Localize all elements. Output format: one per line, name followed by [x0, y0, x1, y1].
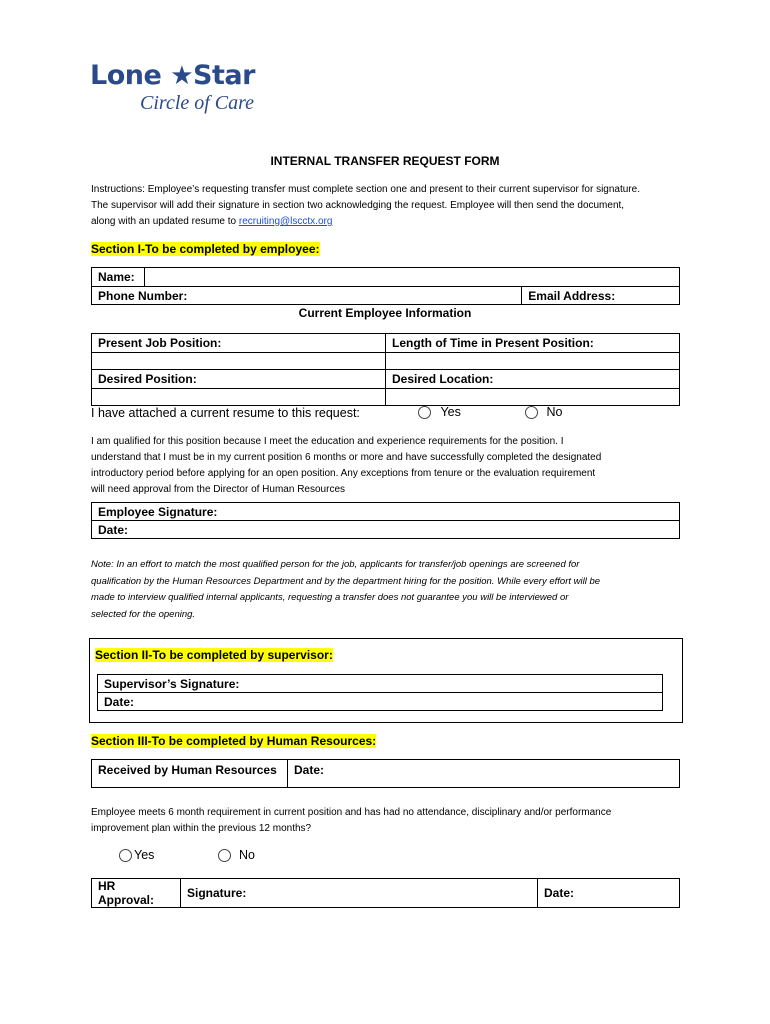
position-table — [91, 333, 680, 406]
section-1-heading-text: Section I-To be completed by employee: — [91, 242, 320, 256]
resume-question: I have attached a current resume to this request: — [91, 406, 360, 420]
form-title: INTERNAL TRANSFER REQUEST FORM — [270, 154, 500, 168]
instructions-line-1: Instructions: Employee’s requesting transfer must complete section one and present to their current supervisor for signature. — [91, 184, 640, 195]
hr-received-date-label: Date: — [294, 763, 325, 777]
section-3-heading-text: Section III-To be completed by Human Resources: — [91, 734, 377, 748]
hr-approval-date-label: Date: — [544, 886, 575, 900]
hr-approval-date-field[interactable] — [538, 879, 680, 908]
length-time-label: Length of Time in Present Position: — [386, 334, 680, 353]
star-icon: ★ — [170, 61, 194, 91]
qualification-line-1: I am qualified for this position because I meet the education and experience requirements for the position. I — [91, 436, 564, 447]
section-2-heading-text: Section II-To be completed by supervisor: — [95, 648, 333, 662]
employee-date-field[interactable] — [92, 521, 680, 539]
qualification-line-4: will need approval from the Director of Human Resources — [91, 484, 345, 495]
section-3-heading — [91, 732, 376, 750]
hr-signature-label: Signature: — [187, 886, 247, 900]
requirement-yes-label: Yes — [134, 848, 155, 862]
requirement-yes-option[interactable] — [119, 848, 154, 862]
note-line-3: made to interview qualified internal applicants, requesting a transfer does not guarantee you will be interviewed or — [91, 592, 569, 603]
resume-no-radio[interactable] — [525, 406, 538, 419]
resume-yes-label: Yes — [440, 405, 461, 419]
requirement-question — [91, 805, 691, 837]
desired-position-field[interactable] — [92, 389, 386, 406]
contact-table — [91, 267, 680, 305]
received-by-hr-field[interactable] — [92, 760, 288, 788]
phone-label: Phone Number: — [98, 288, 188, 303]
email-label: Email Address: — [528, 288, 616, 303]
requirement-line-2: improvement plan within the previous 12 months? — [91, 823, 312, 834]
requirement-no-radio[interactable] — [218, 849, 231, 862]
logo-text-lone: Lone — [90, 60, 162, 91]
instructions-line-3-prefix: along with an updated resume to — [91, 216, 239, 227]
supervisor-signature-label: Supervisor’s Signature: — [104, 676, 240, 691]
screening-note — [91, 557, 661, 623]
present-job-field[interactable] — [92, 353, 386, 370]
instructions-line-3 — [91, 214, 691, 230]
name-label: Name: — [92, 268, 145, 287]
logo-text-star: Star — [193, 60, 255, 91]
resume-no-option[interactable] — [525, 405, 562, 419]
supervisor-date-label: Date: — [104, 694, 135, 709]
resume-no-label: No — [546, 405, 563, 419]
desired-location-label: Desired Location: — [386, 370, 680, 389]
logo-tagline: Circle of Care — [140, 92, 255, 114]
supervisor-date-field[interactable] — [98, 693, 663, 711]
requirement-yes-radio[interactable] — [119, 849, 132, 862]
desired-location-field[interactable] — [386, 389, 680, 406]
employee-signature-table — [91, 502, 680, 539]
email-field[interactable] — [522, 287, 680, 305]
qualification-line-3: introductory period before applying for an open position. Any exceptions from tenure or the evaluation requirement — [91, 468, 596, 479]
hr-signature-field[interactable] — [181, 879, 538, 908]
present-job-label: Present Job Position: — [92, 334, 386, 353]
supervisor-signature-table — [97, 674, 663, 711]
length-time-field[interactable] — [386, 353, 680, 370]
hr-received-date-field[interactable] — [288, 760, 680, 788]
recruiting-email-link[interactable]: recruiting@lscctx.org — [238, 216, 333, 227]
note-line-1: Note: In an effort to match the most qualified person for the job, applicants for transfer/job openings are screened for — [91, 559, 580, 570]
phone-field[interactable] — [92, 287, 522, 305]
instructions-line-2: The supervisor will add their signature in section two acknowledging the request. Employee will then send the document, — [91, 200, 625, 211]
logo-wordmark — [90, 60, 255, 91]
note-line-2: qualification by the Human Resources Department and by the department hiring for the position. While every effort will be — [91, 575, 601, 587]
qualification-statement — [91, 434, 691, 498]
name-field[interactable] — [145, 268, 680, 287]
resume-yes-radio[interactable] — [418, 406, 431, 419]
requirement-no-label: No — [239, 848, 255, 862]
requirement-no-option[interactable] — [218, 848, 255, 862]
hr-received-table — [91, 759, 680, 788]
section-1-heading — [91, 240, 320, 258]
current-employee-info-heading: Current Employee Information — [298, 306, 472, 320]
desired-position-label: Desired Position: — [92, 370, 386, 389]
section-2-heading — [95, 646, 333, 664]
employee-signature-label: Employee Signature: — [98, 504, 218, 519]
requirement-line-1: Employee meets 6 month requirement in current position and has had no attendance, disciplinary and/or performance — [91, 807, 612, 818]
received-by-hr-label: Received by Human Resources — [98, 763, 277, 777]
instructions — [91, 182, 691, 230]
supervisor-signature-field[interactable] — [98, 675, 663, 693]
employee-date-label: Date: — [98, 522, 129, 537]
hr-approval-table — [91, 878, 680, 908]
qualification-line-2: understand that I must be in my current position 6 months or more and have successfully completed the designated — [91, 452, 602, 463]
note-line-4: selected for the opening. — [91, 608, 196, 620]
employee-signature-field[interactable] — [92, 503, 680, 521]
resume-yes-option[interactable] — [418, 405, 461, 419]
hr-approval-label: HR Approval: — [92, 879, 181, 908]
